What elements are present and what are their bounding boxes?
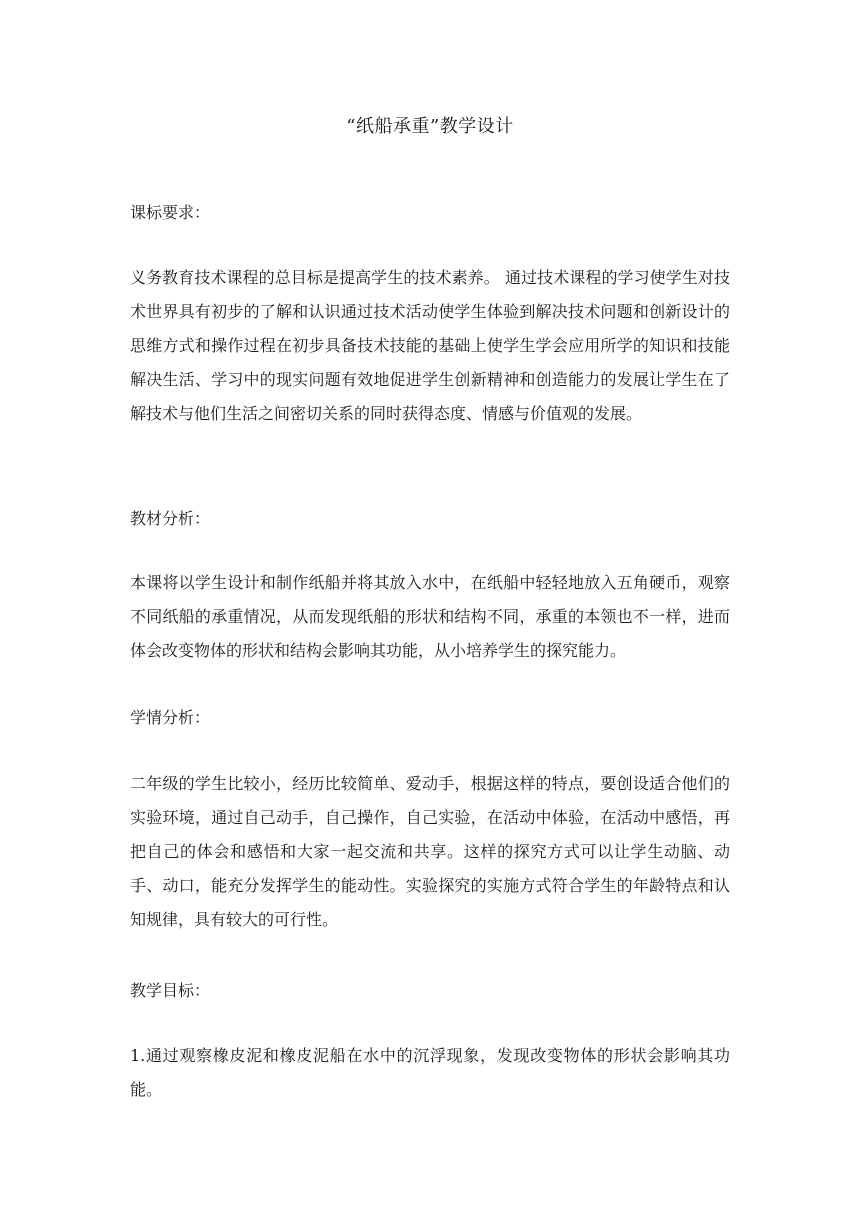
- section-body-curriculum: 义务教育技术课程的总目标是提高学生的技术素养。 通过技术课程的学习使学生对技术世界具有初步的了解和认识通过技术活动使学生体验到解决技术问题和创新设计的思维方式和操作过程在初步具备技术技能的基础上使学生学会应用所学的知识和技能解决生活、学习中的现实问题有效地促进学生创新精神和创造能力的发展让学生在了解技术与他们生活之间密切关系的同时获得态度、情感与价值观的发展。: [130, 268, 730, 423]
- section-body-objectives: 1.通过观察橡皮泥和橡皮泥船在水中的沉浮现象，发现改变物体的形状会影响其功能。: [130, 1046, 730, 1099]
- section-heading-objectives: 教学目标：: [130, 981, 211, 1000]
- section-heading-textbook: 教材分析：: [130, 509, 211, 528]
- section-body-student: 二年级的学生比较小，经历比较简单、爱动手，根据这样的特点，要创设适合他们的实验环境，通过自己动手，自己操作，自己实验，在活动中体验，在活动中感悟，再把自己的体会和感悟和大家一起交流和共享。这样的探究方式可以让学生动脑、动手、动口，能充分发挥学生的能动性。实验探究的实施方式符合学生的年龄特点和认知规律，具有较大的可行性。: [130, 774, 730, 929]
- document-title: “纸船承重”教学设计: [346, 116, 514, 137]
- section-heading-curriculum: 课标要求：: [130, 203, 211, 222]
- section-heading-student: 学情分析：: [130, 708, 211, 727]
- section-body-textbook: 本课将以学生设计和制作纸船并将其放入水中，在纸船中轻轻地放入五角硬币，观察不同纸船的承重情况，从而发现纸船的形状和结构不同，承重的本领也不一样，进而体会改变物体的形状和结构会影响其功能，从小培养学生的探究能力。: [130, 573, 730, 660]
